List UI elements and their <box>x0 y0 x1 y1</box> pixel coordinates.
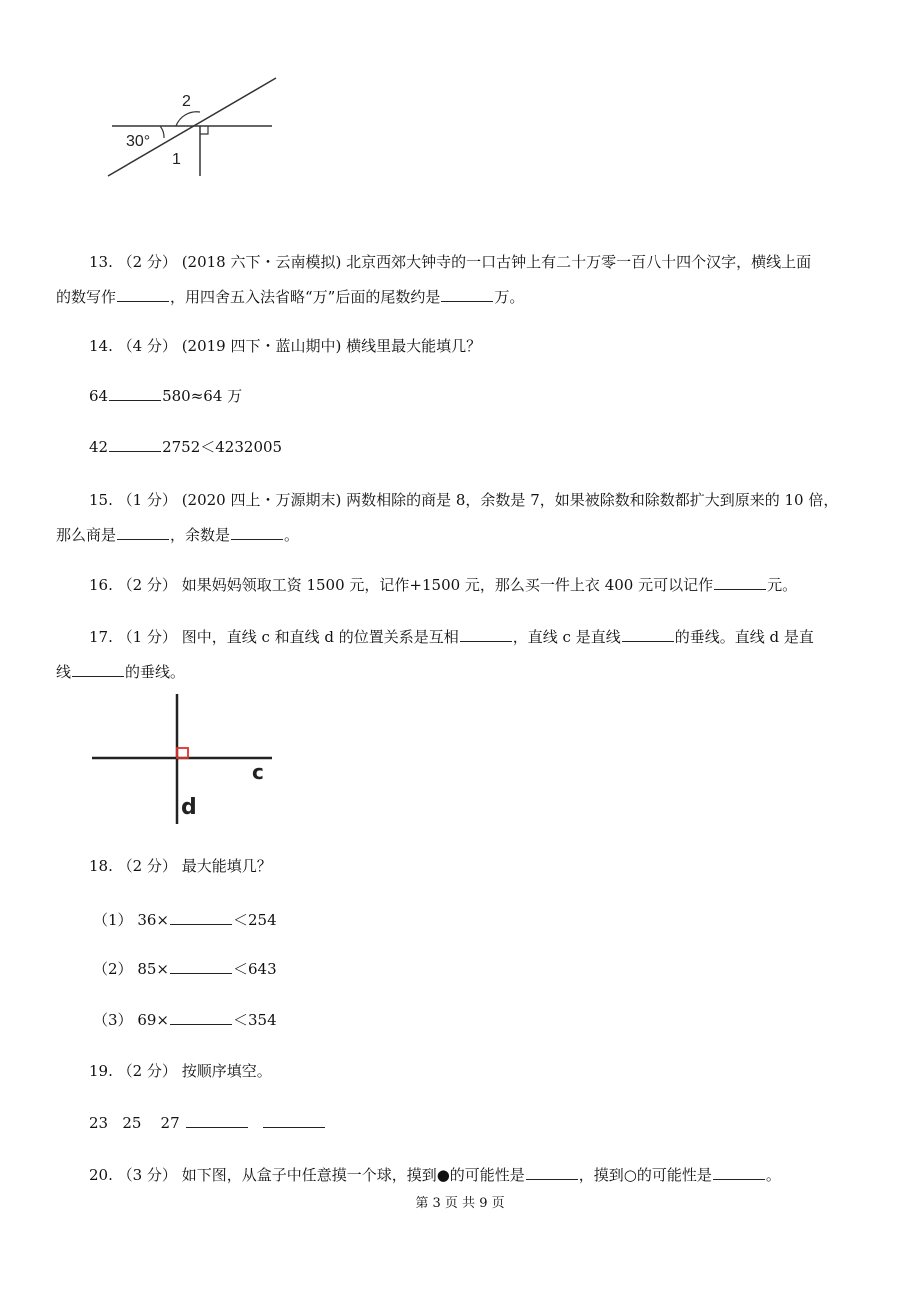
q19-title <box>89 1061 272 1081</box>
q19-sequence: 23 25 27 <box>89 1114 180 1132</box>
q17-blank-1[interactable] <box>460 627 512 642</box>
q17-line1 <box>89 627 814 647</box>
q15-blank-1[interactable] <box>117 525 169 540</box>
q18-text: 18. （2 分） 最大能填几？ <box>89 857 272 875</box>
q18-item-3 <box>93 1010 277 1030</box>
q15-text-a: 那么商是 <box>56 526 117 544</box>
label-c: c <box>252 760 264 784</box>
angle-arc-30 <box>160 126 164 138</box>
right-angle-mark <box>177 748 188 758</box>
q13-text: 13. （2 分） (2018 六下・云南模拟) 北京西郊大钟寺的一口古钟上有二十万零一百八十四个汉字，横线上面 <box>89 253 812 271</box>
q15-text: 15. （1 分） (2020 四上・万源期末) 两数相除的商是 8，余数是 7，如果被除数和除数都扩大到原来的 10 倍， <box>89 491 839 509</box>
q13-line2 <box>56 287 524 307</box>
q18-title <box>89 856 272 876</box>
q17-text-e: 的垂线。 <box>125 663 186 681</box>
perpendicular-figure <box>88 688 284 828</box>
q13-blank-2[interactable] <box>441 287 493 302</box>
q19-blank-2[interactable] <box>263 1113 325 1128</box>
q18-item-post: ＜643 <box>232 960 277 978</box>
q20-blank-1[interactable] <box>526 1165 578 1180</box>
q18-item-num: （3） <box>93 1011 133 1029</box>
q19-seq <box>89 1113 326 1133</box>
q15-line2 <box>56 525 299 545</box>
right-angle-mark <box>200 126 208 134</box>
q14-a <box>89 386 242 406</box>
q18-item-pre: 69× <box>137 1011 169 1029</box>
q18-blank-1[interactable] <box>170 910 232 925</box>
q17-blank-2[interactable] <box>622 627 674 642</box>
q13-text-c: 万。 <box>494 288 525 306</box>
q13-blank-1[interactable] <box>117 287 169 302</box>
q20-mid: ，摸到○的可能性是 <box>578 1166 712 1184</box>
q17-text-a: 17. （1 分） 图中，直线 c 和直线 d 的位置关系是互相 <box>89 628 459 646</box>
q13-line1 <box>89 252 811 272</box>
q18-item-pre: 85× <box>137 960 169 978</box>
q16-text: 16. （2 分） 如果妈妈领取工资 1500 元，记作+1500 元，那么买一件上衣 400 元可以记作 <box>89 576 714 594</box>
q14-text: 14. （4 分） (2019 四下・蓝山期中) 横线里最大能填几？ <box>89 337 482 355</box>
q15-line1 <box>89 490 838 510</box>
q18-blank-3[interactable] <box>170 1010 232 1025</box>
q16-post: 元。 <box>767 576 798 594</box>
q16-blank[interactable] <box>714 575 766 590</box>
q14-a-post: 580≈64 万 <box>162 387 243 405</box>
slanted-line <box>108 78 276 176</box>
label-d: d <box>181 795 197 820</box>
q16-line <box>89 575 797 595</box>
q18-item-post: ＜354 <box>232 1011 277 1029</box>
q14-b-post: 2752＜4232005 <box>162 438 283 456</box>
q18-item-2 <box>93 959 277 979</box>
angle-figure <box>100 72 290 184</box>
q18-item-pre: 36× <box>137 911 169 929</box>
q19-text: 19. （2 分） 按顺序填空。 <box>89 1062 272 1080</box>
q18-item-1 <box>93 910 277 930</box>
q14-blank-b[interactable] <box>109 437 161 452</box>
q13-text-b: ，用四舍五入法省略“万”后面的尾数约是 <box>170 288 441 306</box>
q15-blank-2[interactable] <box>231 525 283 540</box>
q20-line <box>89 1165 781 1185</box>
q17-blank-3[interactable] <box>72 662 124 677</box>
q18-item-num: （2） <box>93 960 133 978</box>
angle-label-30: 30° <box>126 133 151 150</box>
angle-label-1: 1 <box>172 151 181 168</box>
q14-b <box>89 437 282 457</box>
q15-text-c: 。 <box>284 526 300 544</box>
q17-text-c: 的垂线。直线 d 是直 <box>674 628 814 646</box>
q17-line2 <box>56 662 185 682</box>
q20-post: 。 <box>765 1166 781 1184</box>
q20-text: 20. （3 分） 如下图，从盒子中任意摸一个球，摸到●的可能性是 <box>89 1166 525 1184</box>
q18-blank-2[interactable] <box>170 959 232 974</box>
q17-text-b: ，直线 c 是直线 <box>512 628 621 646</box>
q15-text-b: ，余数是 <box>170 526 231 544</box>
q17-text-d: 线 <box>56 663 72 681</box>
q20-blank-2[interactable] <box>713 1165 765 1180</box>
page-footer: 第 3 页 共 9 页 <box>415 1196 505 1211</box>
q18-item-post: ＜254 <box>232 911 277 929</box>
q18-item-num: （1） <box>93 911 133 929</box>
q14-blank-a[interactable] <box>109 386 161 401</box>
q14-a-pre: 64 <box>89 387 109 405</box>
angle-label-2: 2 <box>182 93 191 110</box>
q19-blank-1[interactable] <box>186 1113 248 1128</box>
q13-text-a: 的数写作 <box>56 288 117 306</box>
q14-b-pre: 42 <box>89 438 109 456</box>
q14-title <box>89 336 481 356</box>
